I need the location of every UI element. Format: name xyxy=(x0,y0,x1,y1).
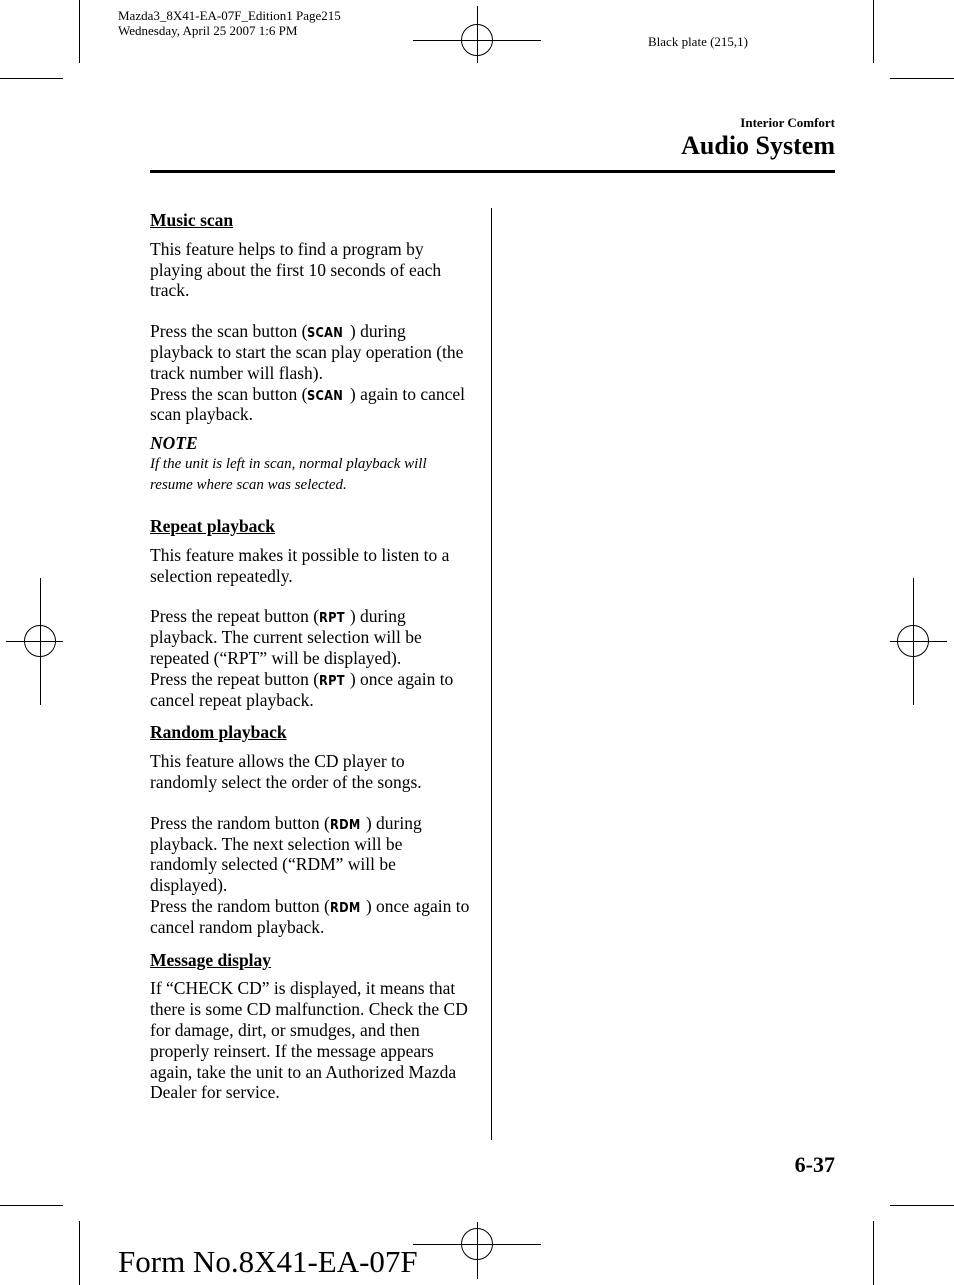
note-body: If the unit is left in scan, normal playback will resume where scan was selected. xyxy=(150,455,427,493)
print-info-line-2: Wednesday, April 25 2007 1:6 PM xyxy=(118,23,298,38)
music-scan-paragraph-1: Press the scan button (SCAN ) during playback to start the scan play operation (the track number will flash). xyxy=(150,321,464,383)
form-number: Form No.8X41-EA-07F xyxy=(118,1244,418,1279)
crop-mark-bottom-right-v xyxy=(873,1221,874,1285)
message-display-heading: Message display xyxy=(150,949,272,970)
repeat-intro: This feature makes it possible to listen to a selection repeatedly. xyxy=(150,544,450,586)
crop-mark-top-right-h xyxy=(890,78,954,79)
rpt-button-icon: RPT xyxy=(319,611,345,627)
rdm-button-icon: RDM xyxy=(329,817,361,833)
page-number: 6-37 xyxy=(794,1152,835,1177)
scan-button-icon: SCAN xyxy=(307,326,344,342)
page-title: Audio System xyxy=(681,131,835,160)
crop-mark-top-right-v xyxy=(873,0,874,63)
print-info xyxy=(118,8,341,38)
repeat-paragraph-2: Press the repeat button (RPT ) once again to cancel repeat playback. xyxy=(150,668,454,710)
crop-mark-bottom-right-h xyxy=(890,1205,954,1206)
scan-button-icon: SCAN xyxy=(307,388,344,404)
column-divider xyxy=(491,208,492,1140)
message-display-body: If “CHECK CD” is displayed, it means that there is some CD malfunction. Check the CD for damage, dirt, or smudges, and then properly reinsert. If the message appears again, take the unit to an Authorized Mazda Dealer for service. xyxy=(150,978,468,1103)
crop-mark-top-left-v xyxy=(79,0,80,63)
note-title: NOTE xyxy=(150,433,198,454)
section-label: Interior Comfort xyxy=(740,115,835,130)
random-playback-heading: Random playback xyxy=(150,722,287,743)
rpt-button-icon: RPT xyxy=(319,673,345,689)
crop-mark-bottom-left-h xyxy=(0,1205,63,1206)
print-info-line-1: Mazda3_8X41-EA-07F_Edition1 Page215 xyxy=(118,8,341,23)
random-intro: This feature allows the CD player to randomly select the order of the songs. xyxy=(150,751,422,792)
repeat-paragraph-1: Press the repeat button (RPT ) during playback. The current selection will be repeated (“RPT” will be displayed). xyxy=(150,606,422,668)
music-scan-paragraph-2: Press the scan button (SCAN ) again to cancel scan playback. xyxy=(150,383,466,425)
plate-label: Black plate (215,1) xyxy=(648,34,748,49)
left-column xyxy=(150,210,470,1103)
music-scan-intro: This feature helps to find a program by playing about the first 10 seconds of each track. xyxy=(150,238,442,301)
title-rule xyxy=(150,170,835,173)
crop-mark-top-left-h xyxy=(0,78,63,79)
repeat-playback-heading: Repeat playback xyxy=(150,515,275,536)
music-scan-heading: Music scan xyxy=(150,210,234,230)
rdm-button-icon: RDM xyxy=(329,900,361,916)
random-paragraph-1: Press the random button (RDM ) during playback. The next selection will be randomly selected (“RDM” will be displayed). xyxy=(150,812,422,896)
random-paragraph-2: Press the random button (RDM ) once again to cancel random playback. xyxy=(150,895,470,937)
crop-mark-bottom-left-v xyxy=(79,1221,80,1285)
